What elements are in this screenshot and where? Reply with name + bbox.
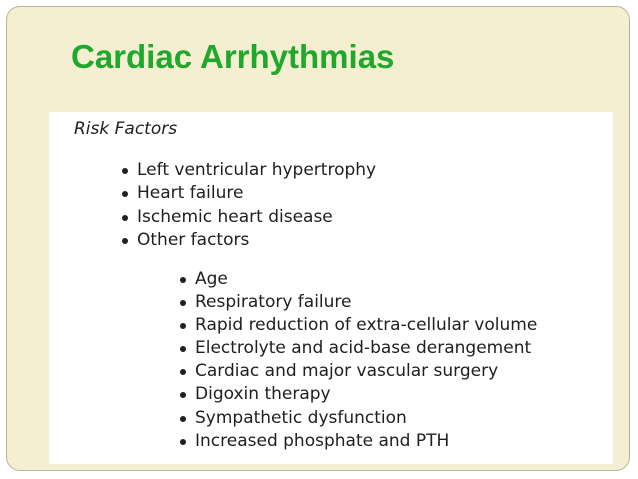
list-item-label: Age: [195, 269, 228, 289]
bullet-icon: [122, 238, 128, 244]
bullet-icon: [122, 191, 128, 197]
bullet-icon: [180, 416, 186, 422]
list-item: [180, 407, 537, 430]
primary-risk-list: [122, 159, 376, 253]
slide: [6, 6, 630, 471]
bullet-icon: [122, 215, 128, 221]
list-item: [122, 159, 376, 182]
list-item: [122, 182, 376, 205]
bullet-icon: [180, 346, 186, 352]
list-item: [180, 383, 537, 406]
panel-heading: Risk Factors: [74, 119, 178, 139]
bullet-icon: [180, 439, 186, 445]
list-item-label: Sympathetic dysfunction: [195, 407, 407, 428]
bullet-icon: [180, 369, 186, 375]
bullet-icon: [122, 168, 128, 174]
bullet-icon: [180, 277, 186, 283]
list-item-label: Ischemic heart disease: [137, 206, 333, 227]
list-item: [180, 314, 537, 337]
list-item-label: Increased phosphate and PTH: [195, 430, 450, 451]
bullet-icon: [180, 300, 186, 306]
other-factors-list: [180, 268, 537, 453]
list-item-label: Digoxin therapy: [195, 384, 331, 405]
list-item: [122, 206, 376, 229]
list-item-label: Rapid reduction of extra-cellular volume: [195, 315, 538, 336]
list-item-label: Heart failure: [137, 183, 244, 204]
list-item: [180, 291, 537, 314]
list-item-label: Left ventricular hypertrophy: [137, 160, 377, 180]
list-item: [180, 430, 537, 453]
list-item: [180, 337, 537, 360]
list-item: [180, 360, 537, 383]
list-item: [122, 229, 376, 252]
list-item-label: Respiratory failure: [195, 292, 352, 313]
slide-title: Cardiac Arrhythmias: [71, 38, 395, 75]
list-item-label: Electrolyte and acid-base derangement: [195, 338, 532, 359]
list-item-label: Cardiac and major vascular surgery: [195, 361, 499, 382]
risk-factors-panel: [49, 112, 613, 464]
list-item-label: Other factors: [137, 230, 250, 251]
bullet-icon: [180, 392, 186, 398]
bullet-icon: [180, 323, 186, 329]
list-item: [180, 268, 537, 291]
